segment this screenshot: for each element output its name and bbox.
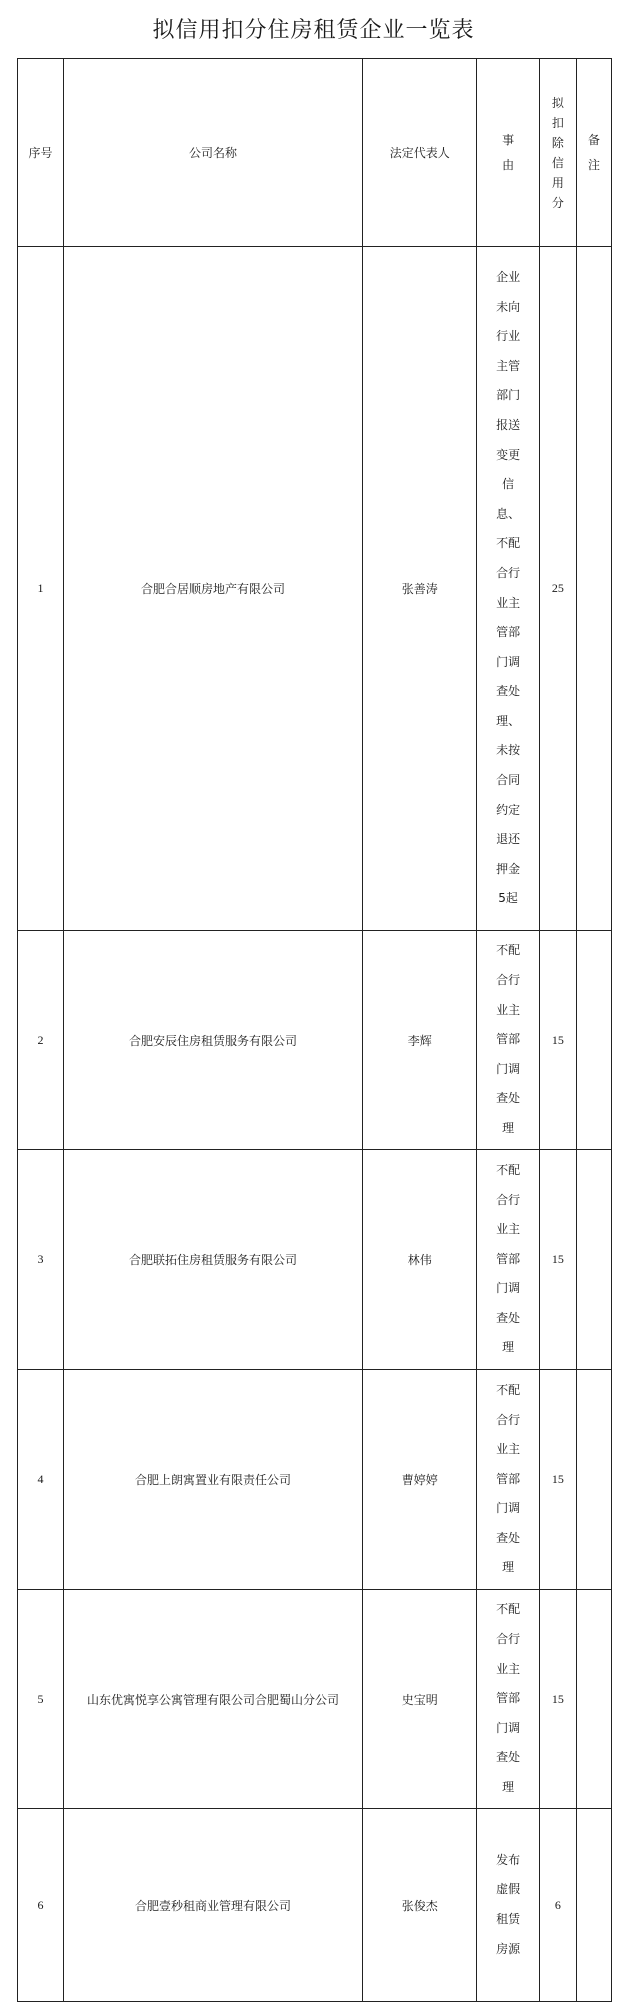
cell-score: 15 <box>539 931 576 1150</box>
cell-reason: 不配合行业主管部门调查处理 <box>477 1150 539 1370</box>
cell-note <box>577 1590 612 1809</box>
cell-seq: 3 <box>18 1150 64 1370</box>
cell-score: 15 <box>539 1150 576 1370</box>
table-row <box>18 931 612 1150</box>
cell-rep: 曹婷婷 <box>362 1370 477 1590</box>
cell-score: 15 <box>539 1370 576 1590</box>
cell-company: 合肥联拓住房租赁服务有限公司 <box>64 1150 363 1370</box>
cell-seq: 6 <box>18 1809 64 2002</box>
header-score: 拟扣除信用分 <box>539 59 576 247</box>
cell-company: 山东优寓悦享公寓管理有限公司合肥蜀山分公司 <box>64 1590 363 1809</box>
header-seq: 序号 <box>18 59 64 247</box>
cell-note <box>577 247 612 931</box>
cell-company: 合肥合居顺房地产有限公司 <box>64 247 363 931</box>
header-note: 备注 <box>577 59 612 247</box>
cell-rep: 林伟 <box>362 1150 477 1370</box>
cell-score: 15 <box>539 1590 576 1809</box>
cell-rep: 张善涛 <box>362 247 477 931</box>
cell-rep: 史宝明 <box>362 1590 477 1809</box>
cell-company: 合肥壹秒租商业管理有限公司 <box>64 1809 363 2002</box>
cell-note <box>577 1809 612 2002</box>
enterprise-table <box>17 58 612 2002</box>
cell-reason: 不配合行业主管部门调查处理 <box>477 931 539 1150</box>
table-header-row <box>18 59 612 247</box>
cell-score: 25 <box>539 247 576 931</box>
cell-company: 合肥安辰住房租赁服务有限公司 <box>64 931 363 1150</box>
cell-note <box>577 931 612 1150</box>
cell-score: 6 <box>539 1809 576 2002</box>
cell-seq: 2 <box>18 931 64 1150</box>
table-row <box>18 247 612 931</box>
table-row <box>18 1809 612 2002</box>
header-reason: 事由 <box>477 59 539 247</box>
cell-rep: 张俊杰 <box>362 1809 477 2002</box>
cell-note <box>577 1370 612 1590</box>
cell-reason: 发布虚假租赁房源 <box>477 1809 539 2002</box>
table-row <box>18 1590 612 1809</box>
cell-seq: 1 <box>18 247 64 931</box>
cell-reason: 不配合行业主管部门调查处理 <box>477 1370 539 1590</box>
cell-seq: 4 <box>18 1370 64 1590</box>
table-row <box>18 1370 612 1590</box>
cell-company: 合肥上朗寓置业有限责任公司 <box>64 1370 363 1590</box>
cell-reason: 企业未向行业主管部门报送变更信息、不配合行业主管部门调查处理、未按合同约定退还押金5起 <box>477 247 539 931</box>
header-rep: 法定代表人 <box>362 59 477 247</box>
cell-rep: 李辉 <box>362 931 477 1150</box>
cell-note <box>577 1150 612 1370</box>
cell-reason: 不配合行业主管部门调查处理 <box>477 1590 539 1809</box>
table-row <box>18 1150 612 1370</box>
cell-seq: 5 <box>18 1590 64 1809</box>
page-title: 拟信用扣分住房租赁企业一览表 <box>152 18 475 43</box>
header-company: 公司名称 <box>64 59 363 247</box>
